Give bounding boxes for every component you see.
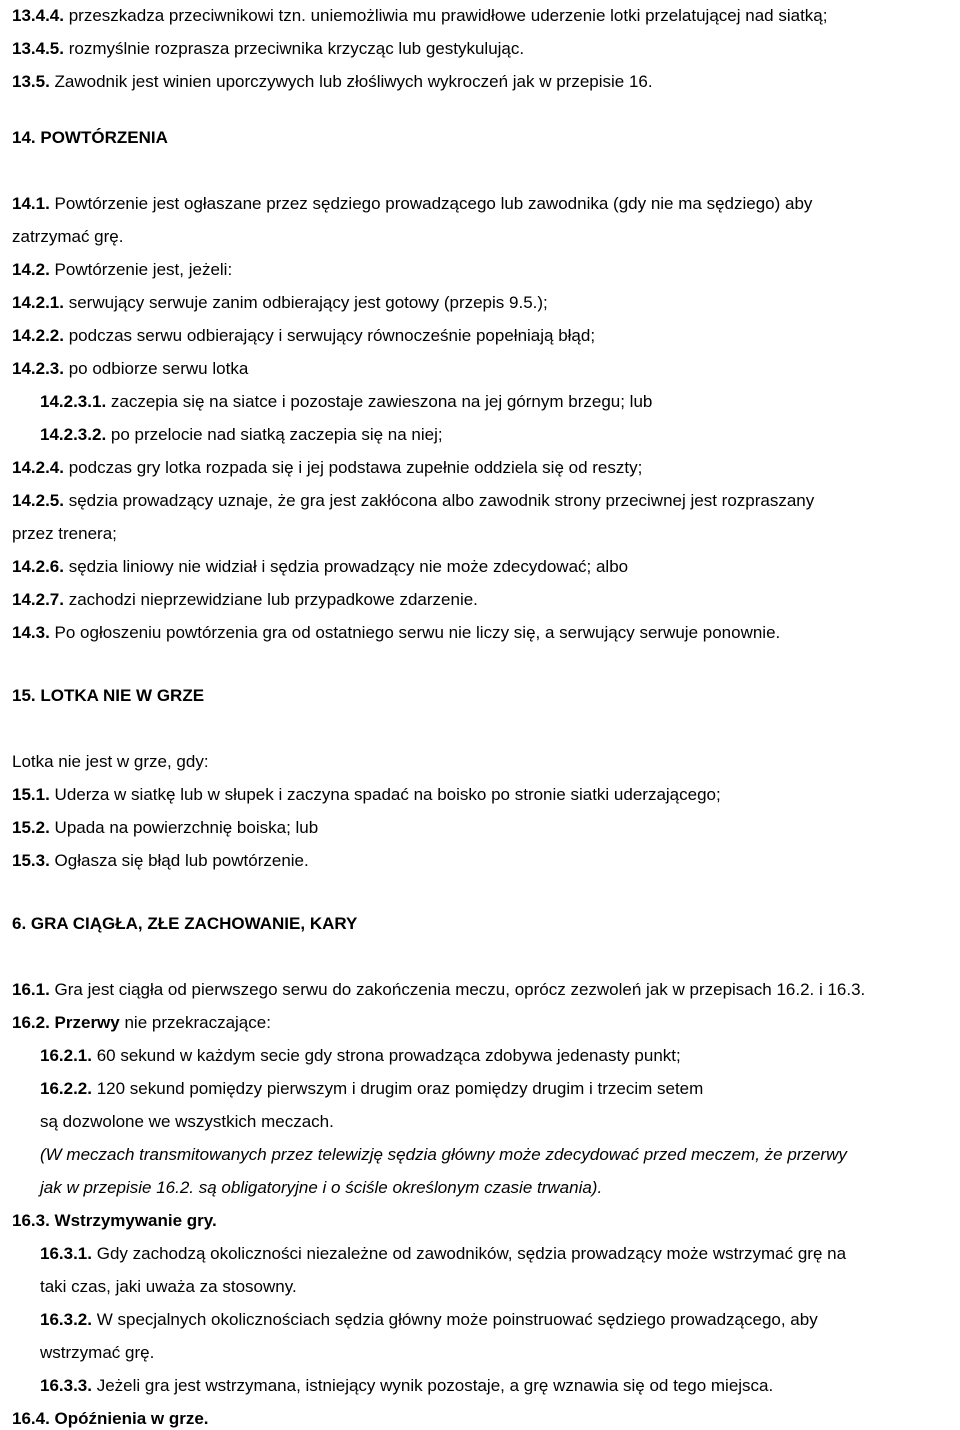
rule-14-1-continued: zatrzymać grę. (12, 227, 124, 246)
rule-14-2-6: 14.2.6. sędzia liniowy nie widział i sędzia prowadzący nie może zdecydować; albo (12, 557, 629, 576)
rule-13-4-5: 13.4.5. rozmyślnie rozprasza przeciwnika krzycząc lub gestykulując. (12, 39, 525, 58)
rule-15-3: 15.3. Ogłasza się błąd lub powtórzenie. (12, 851, 309, 870)
rule-16-3: 16.3. Wstrzymywanie gry. (12, 1211, 217, 1230)
rule-16-2: 16.2. Przerwy nie przekraczające: (12, 1013, 271, 1032)
rule-16-3-1-continued: taki czas, jaki uważa za stosowny. (40, 1277, 297, 1296)
rule-14-2-2: 14.2.2. podczas serwu odbierający i serwujący równocześnie popełniają błąd; (12, 326, 596, 345)
heading-section-14: 14. POWTÓRZENIA (12, 128, 168, 147)
rule-14-1: 14.1. Powtórzenie jest ogłaszane przez sędziego prowadzącego lub zawodnika (gdy nie ma sędziego) aby (12, 194, 813, 213)
rule-14-2-3-2: 14.2.3.2. po przelocie nad siatką zaczepia się na niej; (40, 425, 443, 444)
rule-14-2: 14.2. Powtórzenie jest, jeżeli: (12, 260, 233, 279)
section-15-intro: Lotka nie jest w grze, gdy: (12, 752, 209, 771)
rule-14-2-5: 14.2.5. sędzia prowadzący uznaje, że gra jest zakłócona albo zawodnik strony przeciwnej jest rozpraszany (12, 491, 815, 510)
rule-16-4: 16.4. Opóźnienia w grze. (12, 1409, 209, 1428)
rule-14-2-5-continued: przez trenera; (12, 524, 117, 543)
rule-14-2-4: 14.2.4. podczas gry lotka rozpada się i jej podstawa zupełnie oddziela się od reszty; (12, 458, 643, 477)
rule-14-2-7: 14.2.7. zachodzi nieprzewidziane lub przypadkowe zdarzenie. (12, 590, 478, 609)
rule-16-3-2-continued: wstrzymać grę. (40, 1343, 155, 1362)
heading-section-15: 15. LOTKA NIE W GRZE (12, 686, 205, 705)
rule-15-2: 15.2. Upada na powierzchnię boiska; lub (12, 818, 319, 837)
rule-14-2-3-1: 14.2.3.1. zaczepia się na siatce i pozostaje zawieszona na jej górnym brzegu; lub (40, 392, 653, 411)
rule-16-2-2-continued: są dozwolone we wszystkich meczach. (40, 1112, 334, 1131)
rule-13-4-4: 13.4.4. przeszkadza przeciwnikowi tzn. uniemożliwia mu prawidłowe uderzenie lotki przelatującej nad siatką; (12, 6, 828, 25)
rule-16-1: 16.1. Gra jest ciągła od pierwszego serwu do zakończenia meczu, oprócz zezwoleń jak w przepisach 16.2. i 16.3. (12, 980, 866, 999)
rule-14-2-1: 14.2.1. serwujący serwuje zanim odbierający jest gotowy (przepis 9.5.); (12, 293, 548, 312)
note-tv-matches-continued: jak w przepisie 16.2. są obligatoryjne i o ściśle określonym czasie trwania). (40, 1178, 603, 1197)
rule-16-3-2: 16.3.2. W specjalnych okolicznościach sędzia główny może poinstruować sędziego prowadzącego, aby (40, 1310, 818, 1329)
rule-16-3-3: 16.3.3. Jeżeli gra jest wstrzymana, istniejący wynik pozostaje, a grę wznawia się od tego miejsca. (40, 1376, 774, 1395)
rule-13-5: 13.5. Zawodnik jest winien uporczywych lub złośliwych wykroczeń jak w przepisie 16. (12, 72, 653, 91)
heading-section-16: 6. GRA CIĄGŁA, ZŁE ZACHOWANIE, KARY (12, 914, 358, 933)
rule-16-3-1: 16.3.1. Gdy zachodzą okoliczności niezależne od zawodników, sędzia prowadzący może wstrzymać grę na (40, 1244, 847, 1263)
rule-16-2-1: 16.2.1. 60 sekund w każdym secie gdy strona prowadząca zdobywa jedenasty punkt; (40, 1046, 681, 1065)
rule-14-3: 14.3. Po ogłoszeniu powtórzenia gra od ostatniego serwu nie liczy się, a serwujący serwuje ponownie. (12, 623, 781, 642)
rule-16-2-2: 16.2.2. 120 sekund pomiędzy pierwszym i drugim oraz pomiędzy drugim i trzecim setem (40, 1079, 704, 1098)
rule-15-1: 15.1. Uderza w siatkę lub w słupek i zaczyna spadać na boisko po stronie siatki uderzającego; (12, 785, 721, 804)
note-tv-matches: (W meczach transmitowanych przez telewizję sędzia główny może zdecydować przed meczem, że przerwy (40, 1145, 847, 1164)
rule-14-2-3: 14.2.3. po odbiorze serwu lotka (12, 359, 249, 378)
